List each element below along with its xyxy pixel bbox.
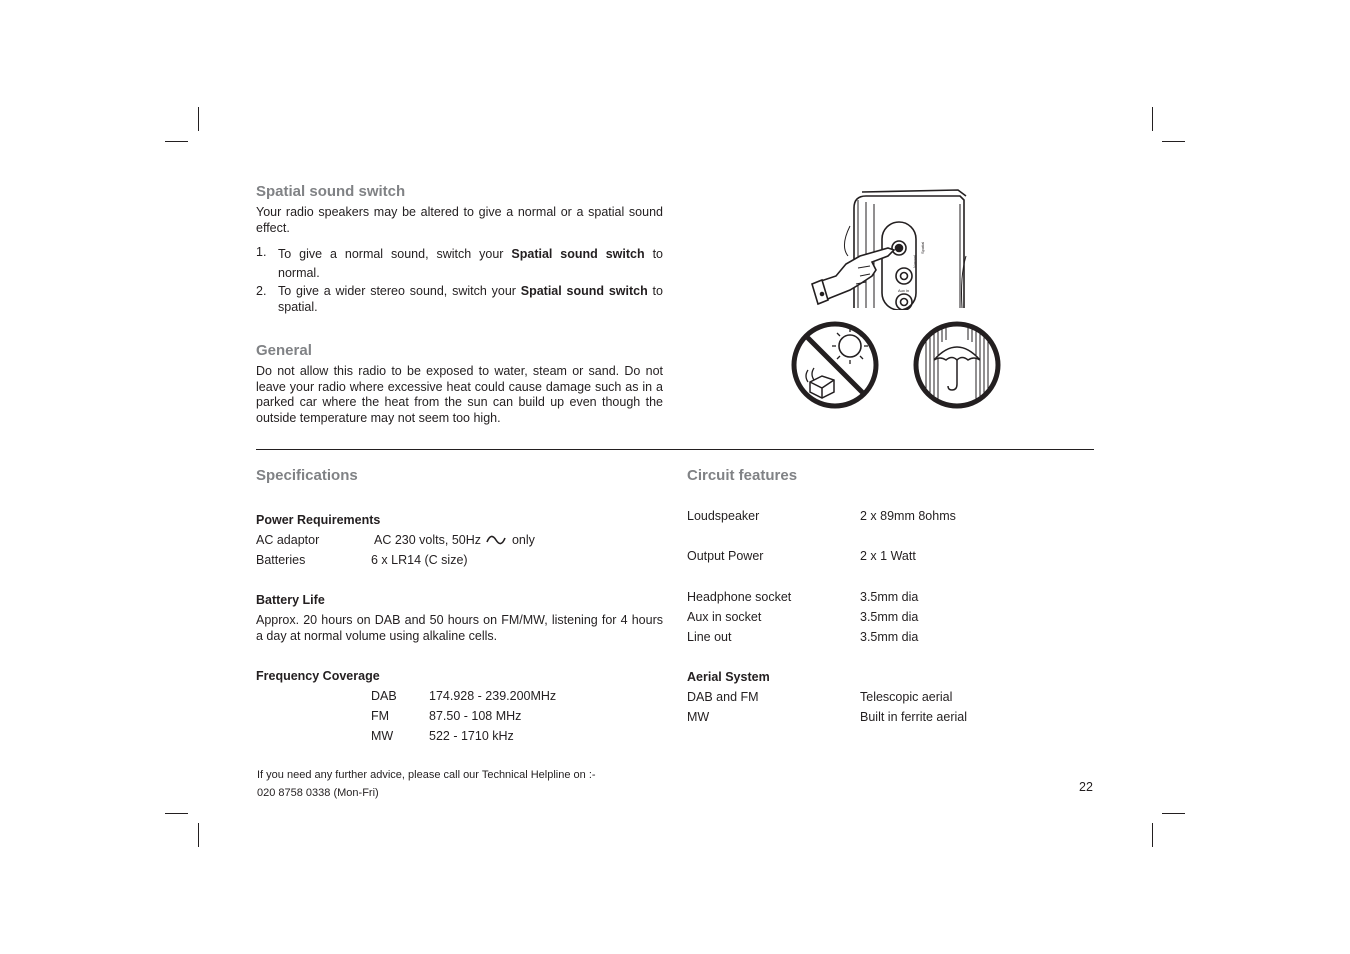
circuit-label: Output Power: [687, 549, 764, 563]
crop-mark: [1162, 813, 1185, 814]
batteries-label: Batteries: [256, 553, 306, 567]
circuit-label: Loudspeaker: [687, 509, 760, 523]
circuit-value: 2 x 1 Watt: [860, 549, 916, 563]
step-text-post: to spatial.: [278, 284, 663, 314]
freq-band: FM: [371, 709, 390, 723]
aerial-value: Built in ferrite aerial: [860, 710, 967, 724]
freq-band: DAB: [371, 689, 397, 703]
frequency-coverage-title: Frequency Coverage: [256, 669, 380, 683]
freq-range: 522 - 1710 kHz: [429, 729, 514, 743]
step-text: [278, 284, 663, 315]
freq-range: 87.50 - 108 MHz: [429, 709, 522, 723]
page-number: 22: [1079, 780, 1093, 794]
no-heat-icon: [790, 320, 880, 410]
step-number: 2.: [256, 284, 267, 298]
helpline-number: 020 8758 0338 (Mon-Fri): [257, 787, 379, 799]
general-text: Do not allow this radio to be exposed to water, steam or sand. Do not leave your radio where excessive heat could cause damage such as in a parked car where the heat from the sun can build up even though the outside temperature may not seem too high.: [256, 364, 663, 425]
aerial-label: MW: [687, 710, 710, 724]
step-number: 1.: [256, 245, 267, 259]
crop-mark: [198, 107, 199, 131]
specs-heading: Specifications: [256, 467, 358, 484]
crop-mark: [165, 813, 188, 814]
step-text-pre: To give a normal sound, switch your: [278, 247, 512, 261]
power-requirements-title: Power Requirements: [256, 513, 381, 527]
battery-life-text: Approx. 20 hours on DAB and 50 hours on FM/MW, listening for 4 hours a day at normal volume using alkaline cells.: [256, 613, 663, 643]
step-text-pre: To give a wider stereo sound, switch your: [278, 284, 521, 298]
aerial-value: Telescopic aerial: [860, 690, 953, 704]
spatial-heading: Spatial sound switch: [256, 183, 406, 200]
step-text-bold: Spatial sound switch: [511, 247, 645, 261]
aerial-label: DAB and FM: [687, 690, 759, 704]
freq-band: MW: [371, 729, 394, 743]
section-divider: [256, 449, 1094, 450]
crop-mark: [1152, 107, 1153, 131]
switch-label: Normal: [912, 255, 917, 268]
radio-illustration: [810, 186, 970, 310]
circuit-label: Aux in socket: [687, 610, 762, 624]
crop-mark: [1152, 823, 1153, 847]
circuit-heading: Circuit features: [687, 467, 798, 484]
step-text-post: to normal.: [278, 247, 663, 280]
step-text-bold: Spatial sound switch: [520, 284, 648, 298]
circuit-value: 3.5mm dia: [860, 590, 919, 604]
circuit-value: 2 x 89mm 8ohms: [860, 509, 956, 523]
ac-wave-icon: [486, 533, 506, 547]
umbrella-icon: [912, 320, 1002, 410]
ac-adaptor-value: [374, 533, 535, 547]
battery-life-title: Battery Life: [256, 593, 325, 607]
step-text: [278, 245, 663, 283]
crop-mark: [198, 823, 199, 847]
crop-mark: [165, 141, 188, 142]
aux-label: Aux in: [898, 288, 910, 293]
helpline-text: If you need any further advice, please call our Technical Helpline on :-: [257, 769, 596, 781]
circuit-value: 3.5mm dia: [860, 610, 919, 624]
spatial-intro: Your radio speakers may be altered to give a normal or a spatial sound effect.: [256, 205, 663, 235]
crop-mark: [1162, 141, 1185, 142]
ac-adaptor-label: AC adaptor: [256, 533, 320, 547]
circuit-label: Headphone socket: [687, 590, 792, 604]
batteries-value: 6 x LR14 (C size): [371, 553, 468, 567]
circuit-label: Line out: [687, 630, 732, 644]
switch-label: Spatial: [920, 241, 925, 254]
general-heading: General: [256, 342, 312, 359]
ac-adaptor-value-post: only: [511, 533, 535, 547]
freq-range: 174.928 - 239.200MHz: [429, 689, 557, 703]
aerial-system-title: Aerial System: [687, 670, 770, 684]
circuit-value: 3.5mm dia: [860, 630, 919, 644]
ac-adaptor-value-pre: AC 230 volts, 50Hz: [374, 533, 481, 547]
